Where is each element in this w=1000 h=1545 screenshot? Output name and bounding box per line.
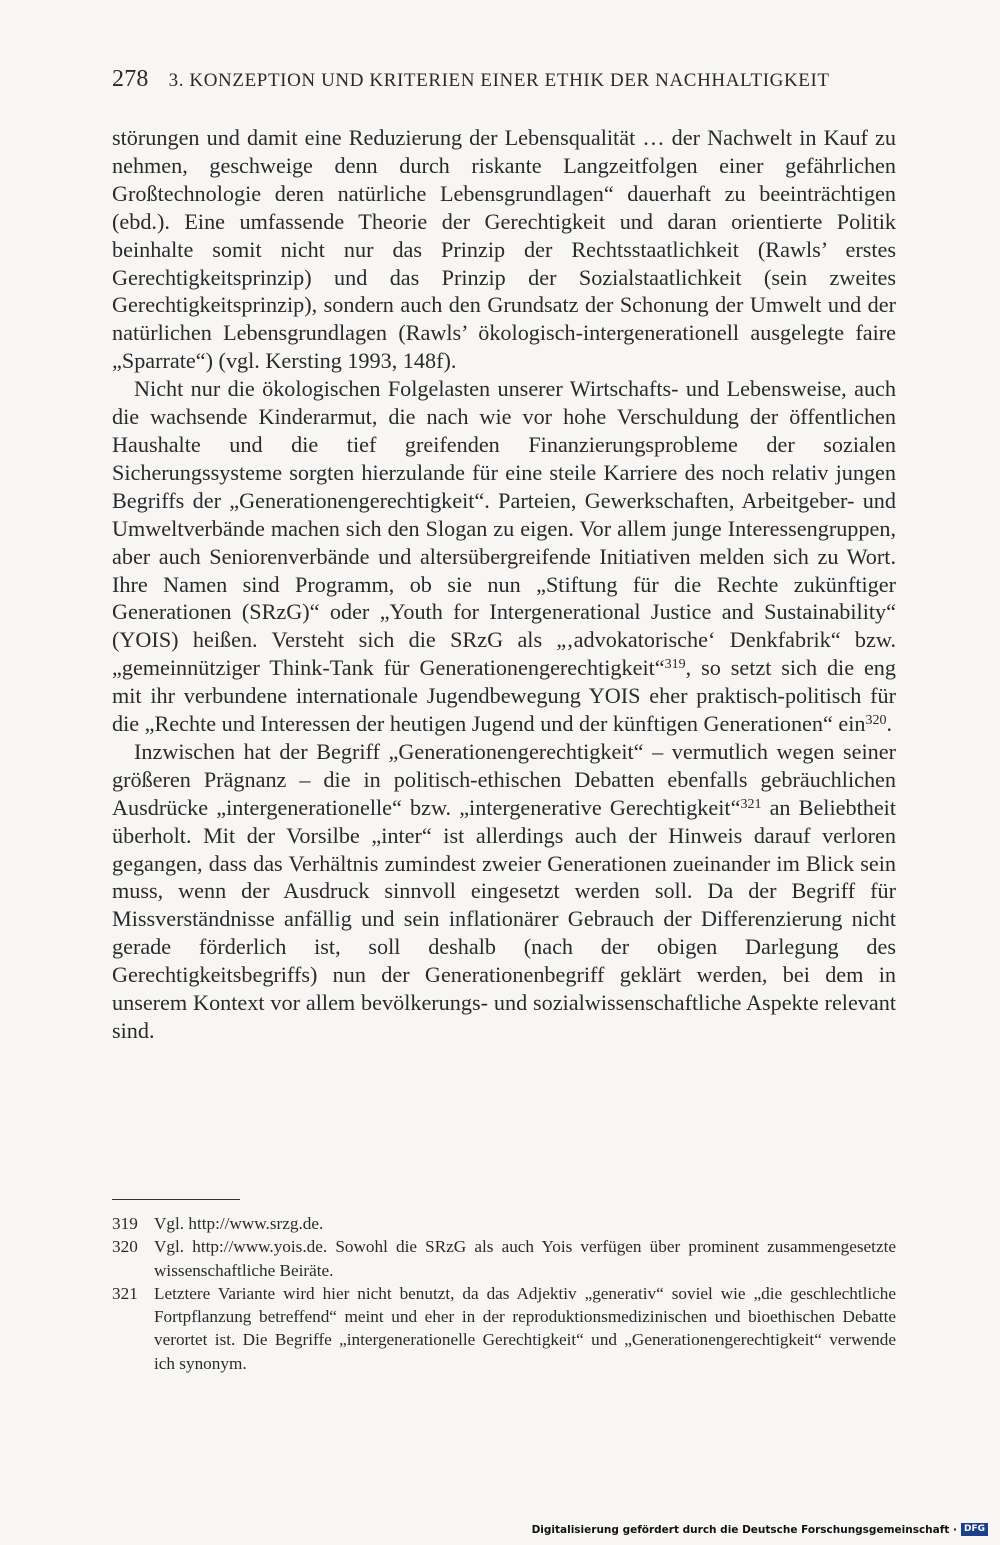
page-number: 278 — [112, 66, 149, 92]
funding-note: Digitalisierung gefördert durch die Deutsche Forschungsgemeinschaft · — [531, 1523, 957, 1536]
footnote-text: Vgl. http://www.yois.de. Sowohl die SRzG als auch Yois verfügen über prominent zusammengesetzte wissenschaftliche Beiräte. — [154, 1237, 896, 1280]
footnote-divider — [112, 1199, 240, 1200]
footnote-number: 319 — [112, 1214, 138, 1233]
paragraph-2 — [112, 375, 896, 738]
footnote-ref-321[interactable]: 321 — [740, 796, 762, 812]
page-header — [112, 66, 830, 93]
footnote-ref-319[interactable]: 319 — [664, 657, 686, 673]
footnote-320 — [112, 1235, 896, 1282]
footnote-319 — [112, 1212, 896, 1235]
paragraph-2-text-a: Nicht nur die ökologischen Folgelasten unserer Wirtschafts- und Lebensweise, auch die wachsende Kinderarmut, die nach wie vor hohe Verschuldung der öffentlichen Haushalte und die tief greifenden Finanzierungsprobleme der sozialen Sicherungssysteme sorgten hierzulande für eine steile Karriere des noch relativ jungen Begriffs der „Generationengerechtigkeit“. Parteien, Gewerkschaften, Arbeitgeber- und Umweltverbände machen sich den Slogan zu eigen. Vor allem junge Interessengruppen, aber auch Seniorenverbände und altersübergreifende Initiativen melden sich zu Wort. Ihre Namen sind Programm, ob sie nun „Stiftung für die Rechte zukünftiger Generationen (SRzG)“ oder „Youth for Intergenerational Justice and Sustainability“ (YOIS) heißen. Versteht sich die SRzG als „‚advokatorische‘ Denkfabrik“ bzw. „gemeinnütziger Think-Tank für Generationengerechtigkeit“ — [112, 376, 896, 681]
paragraph-2-text-c: . — [886, 711, 893, 737]
running-title: 3. KONZEPTION UND KRITERIEN EINER ETHIK DER NACHHALTIGKEIT — [168, 70, 830, 91]
paragraph-3-text-a: Inzwischen hat der Begriff „Generationengerechtigkeit“ – vermutlich wegen seiner größeren Prägnanz – die in politisch-ethischen Debatten ebenfalls gebräuchlichen Ausdrücke „intergenerationelle“ bzw. „intergenerative Gerechtigkeit“ — [112, 738, 896, 820]
paragraph-2-text-b: , so setzt sich die eng mit ihr verbundene internationale Jugendbewegung YOIS eher praktisch-politisch für die „Rechte und Interessen der heutigen Jugend und der künftigen Generationen“ ein — [112, 655, 896, 737]
footnote-321 — [112, 1282, 896, 1375]
footnotes — [112, 1212, 896, 1375]
footnote-text: Letztere Variante wird hier nicht benutzt, da das Adjektiv „generativ“ soviel wie „die geschlechtliche Fortpflanzung betreffend“ meint und eher in der reproduktionsmedizinischen und bioethischen Debatte verortet ist. Die Begriffe „intergenerationelle Gerechtigkeit“ und „Generationengerechtigkeit“ verwende ich synonym. — [154, 1283, 896, 1373]
footnote-number: 320 — [112, 1237, 138, 1257]
paragraph-3-text-b: an Beliebtheit überholt. Mit der Vorsilbe „inter“ ist allerdings auch der Hinweis darauf verloren gegangen, dass das Verhältnis zumindest zweier Generationen zueinander im Blick sein muss, wenn der Ausdruck sinnvoll eingesetzt werden soll. Da der Begriff für Missverständnisse anfällig und sein inflationärer Gebrauch der Differenzierung nicht gerade förderlich ist, soll deshalb (nach der obigen Darlegung des Gerechtigkeitsbegriffs) nun der Generationenbegriff geklärt werden, bei dem in unserem Kontext vor allem bevölkerungs- und sozialwissenschaftliche Aspekte relevant sind. — [112, 794, 897, 1043]
paragraph-1: störungen und damit eine Reduzierung der Lebensqualität … der Nachwelt in Kauf zu nehmen, geschweige denn durch riskante Langzeitfolgen einer gefährlichen Großtechnologie deren natürliche Lebensgrundlagen“ dauerhaft zu beeinträchtigen (ebd.). Eine umfassende Theorie der Gerechtigkeit und daran orientierte Politik beinhalte somit nicht nur das Prinzip der Rechtsstaatlichkeit (Rawls’ erstes Gerechtigkeitsprinzip) und das Prinzip der Sozialstaatlichkeit (sein zweites Gerechtigkeitsprinzip), sondern auch den Grundsatz der Schonung der Umwelt und der natürlichen Lebensgrundlagen (Rawls’ ökologisch-intergenerationell ausgelegte faire „Sparrate“) (vgl. Kersting 1993, 148f). — [112, 125, 896, 374]
footnote-number: 321 — [112, 1283, 138, 1303]
digitization-footer — [532, 1523, 988, 1536]
paragraph-3 — [112, 738, 896, 1045]
main-text — [112, 124, 896, 1045]
dfg-logo: DFG — [961, 1523, 988, 1536]
footnote-text: Vgl. http://www.srzg.de. — [154, 1214, 324, 1233]
footnote-ref-320[interactable]: 320 — [865, 713, 887, 729]
